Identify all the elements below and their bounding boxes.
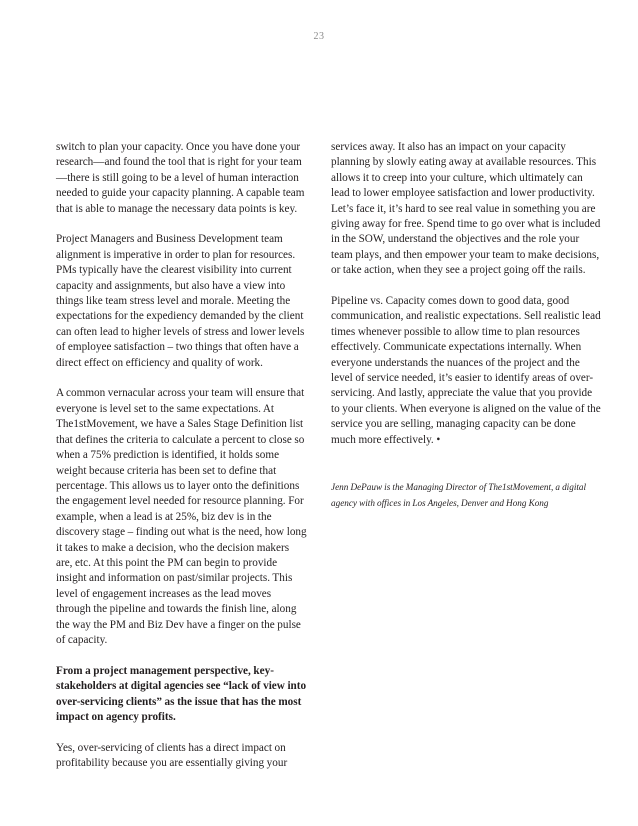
body-paragraph: Yes, over-servicing of clients has a direct impact on profitability because you are essentially giving your (56, 741, 288, 770)
left-column (56, 140, 308, 787)
body-paragraph: switch to plan your capacity. Once you have done your research—and found the tool that is right for your team—there is still going to be a level of human interaction needed to guide your capacity planning. A capable team that is able to manage the necessary data points is key. (56, 141, 305, 215)
body-paragraph: Project Managers and Business Development team alignment is imperative in order to plan for resources. PMs typically have the clearest visibility into current capacity and assignments, but also have a view into things like team stress level and morale. Meeting the expectations for the expediency demanded by the client can often lead to higher levels of stress and lower levels of employee satisfaction – two things that often have a direct effect on efficiency and quality of work. (56, 233, 305, 369)
body-paragraph: services away. It also has an impact on your capacity planning by slowly eating away at available resources. This allows it to creep into your culture, which ultimately can lead to lower employee satisfaction and lower productivity. Let’s face it, it’s hard to see real value in something you are giving away for free. Spend time to go over what is included in the SOW, understand the objectives and the role your team plays, and then empower your team to make decisions, or take action, when they see a project going off the rails. (331, 141, 601, 277)
page-number: 23 (313, 31, 325, 42)
author-byline: Jenn DePauw is the Managing Director of The1stMovement, a digital agency with offices in Los Angeles, Denver and Hong Kong (331, 482, 587, 508)
body-paragraph: Pipeline vs. Capacity comes down to good data, good communication, and realistic expectations. Sell realistic lead times whenever possible to allow time to plan resources effectively. Communicate expectations internally. When everyone understands the nuances of the project and the level of service needed, it’s easier to identify areas of over-servicing. And lastly, appreciate the value that you provide to your clients. When everyone is aligned on the value of the service you are selling, managing capacity can be done much more effectively. • (331, 295, 601, 446)
right-column (331, 140, 601, 526)
pull-quote: From a project management perspective, key-stakeholders at digital agencies see “lack of view into over-servicing clients” as the issue that has the most impact on agency profits. (56, 664, 307, 723)
body-paragraph: A common vernacular across your team will ensure that everyone is level set to the same expectations. At The1stMovement, we have a Sales Stage Definition list that defines the criteria to calculate a percent to close so when a 75% prediction is identified, it holds some weight because criteria has been set to define that percentage. This allows us to layer onto the definitions the engagement level needed for resource planning. For example, when a lead is at 25%, biz dev is in the discovery stage – finding out what is the need, how long it takes to make a decision, who the decision makers are, etc. At this point the PM can begin to provide insight and information on past/similar projects. This level of engagement increases as the lead moves through the pipeline and towards the finish line, along the way the PM and Biz Dev have a finger on the pulse of capacity. (56, 387, 307, 646)
